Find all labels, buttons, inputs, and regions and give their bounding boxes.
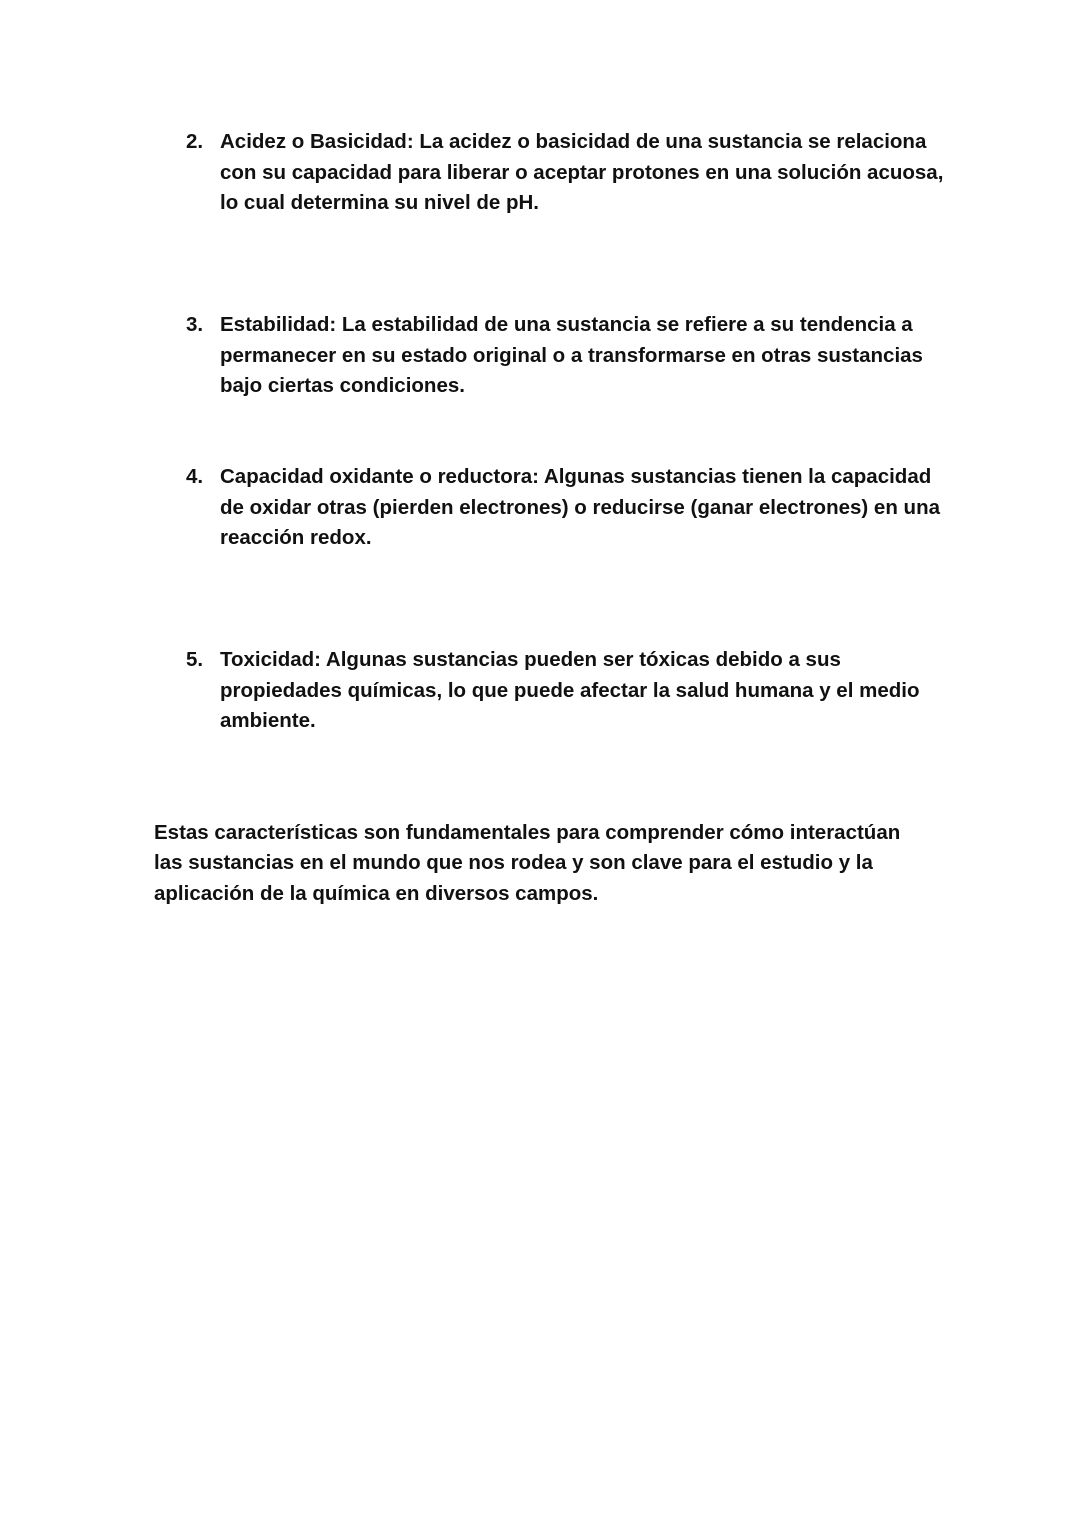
list-item-number: 2. xyxy=(186,130,204,153)
list-item-number: 3. xyxy=(186,313,204,336)
list-item-text: Estabilidad: La estabilidad de una sustancia se refiere a su tendencia a permanecer en su estado original o a transformarse en otras sustancias bajo ciertas condiciones. xyxy=(220,313,923,398)
list-item-text: Toxicidad: Algunas sustancias pueden ser tóxicas debido a sus propiedades químicas, lo que puede afectar la salud humana y el medio ambiente. xyxy=(220,648,920,733)
list-item-text: Acidez o Basicidad: La acidez o basicidad de una sustancia se relaciona con su capacidad para liberar o aceptar protones en una solución acuosa, lo cual determina su nivel de pH. xyxy=(220,130,944,215)
list-item-number: 5. xyxy=(186,648,204,671)
list-item-text: Capacidad oxidante o reductora: Algunas sustancias tienen la capacidad de oxidar otras (pierden electrones) o reducirse (ganar electrones) en una reacción redox. xyxy=(220,465,940,550)
closing-paragraph: Estas características son fundamentales para comprender cómo interactúan las sustancias en el mundo que nos rodea y son clave para el estudio y la aplicación de la química en diversos campos. xyxy=(154,820,901,905)
list-item-number: 4. xyxy=(186,465,204,488)
